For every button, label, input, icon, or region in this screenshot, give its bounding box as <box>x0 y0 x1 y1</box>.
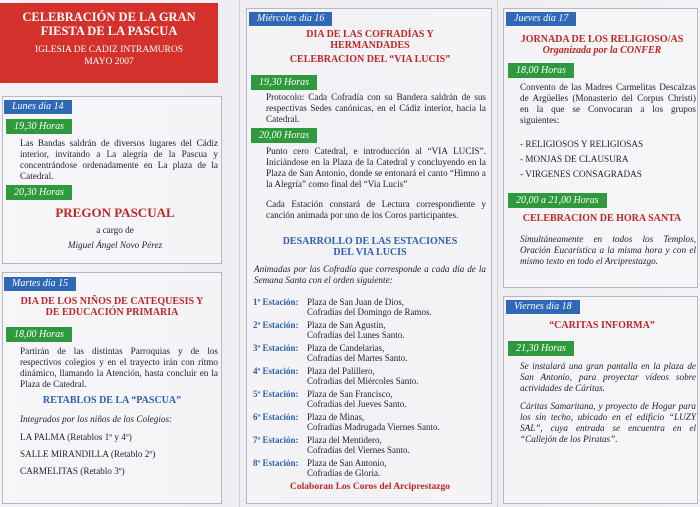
time-badge: 20,00 a 21,00 Horas <box>508 193 607 208</box>
estacion-cofradia: Cofradías del Miércoles Santo. <box>307 376 419 386</box>
time-badge: 20,00 Horas <box>251 128 317 143</box>
colegio-item: SALLE MIRANDILLA (Retablo 2º) <box>20 449 156 459</box>
estacion-place: Plaza de San Francisco, <box>307 389 393 399</box>
protocolo-text: Protocolo: Cada Cofradía con su Bandera saldrán de sus respectivas Sedes canónicas, en el Cádiz interior, hacia la Catedral. <box>266 92 486 124</box>
day-label-monday: Lunes día 14 <box>4 100 72 114</box>
estacion-row <box>253 435 298 446</box>
estacion-number: 3ª Estación: <box>253 343 299 353</box>
estacion-number: 1ª Estación: <box>253 297 299 307</box>
cofradias-title-1: DIA DE LAS COFRADÍAS Y <box>306 29 434 40</box>
estacion-row <box>253 389 298 400</box>
pantalla-text: Se instalará una gran pantalla en la plaza de San Antonio, para proyectar vídeos sobre actividades de Cáritas. <box>520 361 696 393</box>
estacion-row <box>253 297 298 308</box>
a-cargo-text: a cargo de <box>96 225 134 235</box>
time-badge: 19,30 Horas <box>251 75 317 90</box>
header-subtitle-2: MAYO 2007 <box>84 57 134 67</box>
estacion-cofradia: Cofradías del Jueves Santo. <box>307 399 407 409</box>
animadas-text: Animadas por las Cofradía que corresponde a cada día de la Semana Santa con el orden siguiente: <box>254 264 486 285</box>
colegio-item: CARMELITAS (Retablo 3º) <box>20 466 125 476</box>
grupo-item: - RELIGIOSOS Y RELIGIOSAS <box>520 139 644 149</box>
pregon-title: PREGON PASCUAL <box>55 205 175 220</box>
grupo-item: - MONJAS DE CLAUSURA <box>520 154 629 164</box>
integrados-text: Integrados por los niños de los Colegios: <box>20 414 173 424</box>
estacion-number: 7ª Estación: <box>253 435 299 445</box>
jornada-title: JORNADA DE LOS RELIGIOSO/AS <box>520 34 684 45</box>
estacion-row <box>253 343 298 354</box>
colaboran-text: Colaboran Los Coros del Arciprestazgo <box>290 482 450 492</box>
estacion-place: Plaza del Palillero, <box>307 366 375 376</box>
estacion-cofradia: Cofradías de Gloria. <box>307 468 381 478</box>
desarrollo-title-2: DEL VIA LUCIS <box>333 247 407 258</box>
ninos-title-2: DE EDUCACIÓN PRIMARIA <box>45 307 179 318</box>
column-monday-tuesday <box>0 0 225 507</box>
header-banner <box>0 3 218 83</box>
time-badge: 18,00 Horas <box>6 327 72 342</box>
hogar-text: Cáritas Samaritana, y proyecto de Hogar para los sin techo, ubicado en el edificio “LUZY SAL”, cuya entrada se encuentra en el “Callejón de los Piratas”. <box>520 401 696 444</box>
estacion-cofradia: Cofradías del Viernes Santo. <box>307 445 410 455</box>
desarrollo-title-1: DESARROLLO DE LAS ESTACIONES <box>282 236 458 247</box>
header-title-1: CELEBRACIÓN DE LA GRAN <box>22 10 196 24</box>
speaker-name: Miguel Ángel Novo Pérez <box>67 240 163 250</box>
column-thursday-friday <box>497 0 700 507</box>
time-badge: 19,30 Horas <box>6 119 72 134</box>
estacion-place: Plaza de San Antonio, <box>307 458 387 468</box>
estacion-cofradia: Cofradías del Lunes Santo. <box>307 330 405 340</box>
estacion-place: Plaza de Minas, <box>307 412 365 422</box>
via-lucis-title: CELEBRACION DEL “VIA LUCIS” <box>289 54 451 65</box>
simultaneamente-text: Simultáneamente en todos los Templos, Oración Eucarística a la misma hora y con el mismo texto en todo el Arciprestazgo. <box>520 234 696 266</box>
estacion-number: 6ª Estación: <box>253 412 299 422</box>
estacion-place: Plaza de San Juan de Dios, <box>307 297 404 307</box>
convento-text: Convento de las Madres Carmelitas Descalzas de Argüelles (Monasterio del Corpus Christi) en la que se Convocaran a los grupos siguientes: <box>520 82 696 125</box>
estacion-place: Plaza de Candelarias, <box>307 343 385 353</box>
time-badge: 18,00 Horas <box>508 63 574 78</box>
colegio-item: LA PALMA (Retablos 1º y 4º) <box>20 432 132 442</box>
estacion-place: Plaza de San Agustín, <box>307 320 386 330</box>
header-subtitle-1: IGLESIA DE CADIZ INTRAMUROS <box>34 45 184 55</box>
estacion-cofradia: Cofradías Madrugada Viernes Santo. <box>307 422 440 432</box>
column-wednesday <box>239 0 497 507</box>
estacion-text: Cada Estación constará de Lectura correspondiente y canción animada por uno de los Coros participantes. <box>266 199 486 220</box>
estacion-place: Plaza del Mentidero, <box>307 435 382 445</box>
day-label-wednesday: Miércoles día 16 <box>249 12 332 26</box>
estacion-number: 4ª Estación: <box>253 366 299 376</box>
punto-cero-text: Punto cero Catedral, e introducción al “VIA LUCIS”. Iniciándose en la Plaza de la Catedral y concluyendo en la Plaza de San Antonio, donde se entonará el canto “Himno a la Alegría” como final del “Via Lucis” <box>266 146 486 189</box>
bands-text: Las Bandas saldrán de diversos lugares del Cádiz interior, invitando a La alegría de la Pascua y concentrándose ordenadamente en La plaza de la Catedral. <box>20 138 218 181</box>
retablos-title: RETABLOS DE LA “PASCUA” <box>42 395 182 406</box>
header-title-2: FIESTA DE LA PASCUA <box>40 24 178 38</box>
day-label-tuesday: Martes día 15 <box>4 277 76 291</box>
grupo-item: - VIRGENES CONSAGRADAS <box>520 169 642 179</box>
time-badge: 20,30 Horas <box>6 185 72 200</box>
confer-subtitle: Organizada por la CONFER <box>542 45 662 56</box>
estacion-row <box>253 458 298 469</box>
estacion-number: 5ª Estación: <box>253 389 299 399</box>
estacion-number: 2ª Estación: <box>253 320 299 330</box>
day-label-friday: Viernes día 18 <box>506 300 580 314</box>
ninos-title-1: DIA DE LOS NIÑOS DE CATEQUESIS Y <box>20 296 204 307</box>
route-text: Partirán de las distintas Parroquias y de los respectivos colegios y en el trayecto irán con ritmo dinámico, llamando la Atención, hasta concluir en la Plaza de Catedral. <box>20 346 218 389</box>
cofradias-title-2: HERMANDADES <box>330 40 410 51</box>
estacion-cofradia: Cofradías del Martes Santo. <box>307 353 408 363</box>
estacion-row <box>253 320 298 331</box>
caritas-title: “CARITAS INFORMA” <box>549 320 655 331</box>
estacion-cofradia: Cofradías del Domingo de Ramos. <box>307 307 432 317</box>
day-label-thursday: Jueves día 17 <box>506 12 576 26</box>
estacion-row <box>253 366 298 377</box>
hora-santa-title: CELEBRACION DE HORA SANTA <box>522 213 682 224</box>
time-badge: 21,30 Horas <box>508 341 574 356</box>
estacion-row <box>253 412 298 423</box>
estacion-number: 8ª Estación: <box>253 458 299 468</box>
